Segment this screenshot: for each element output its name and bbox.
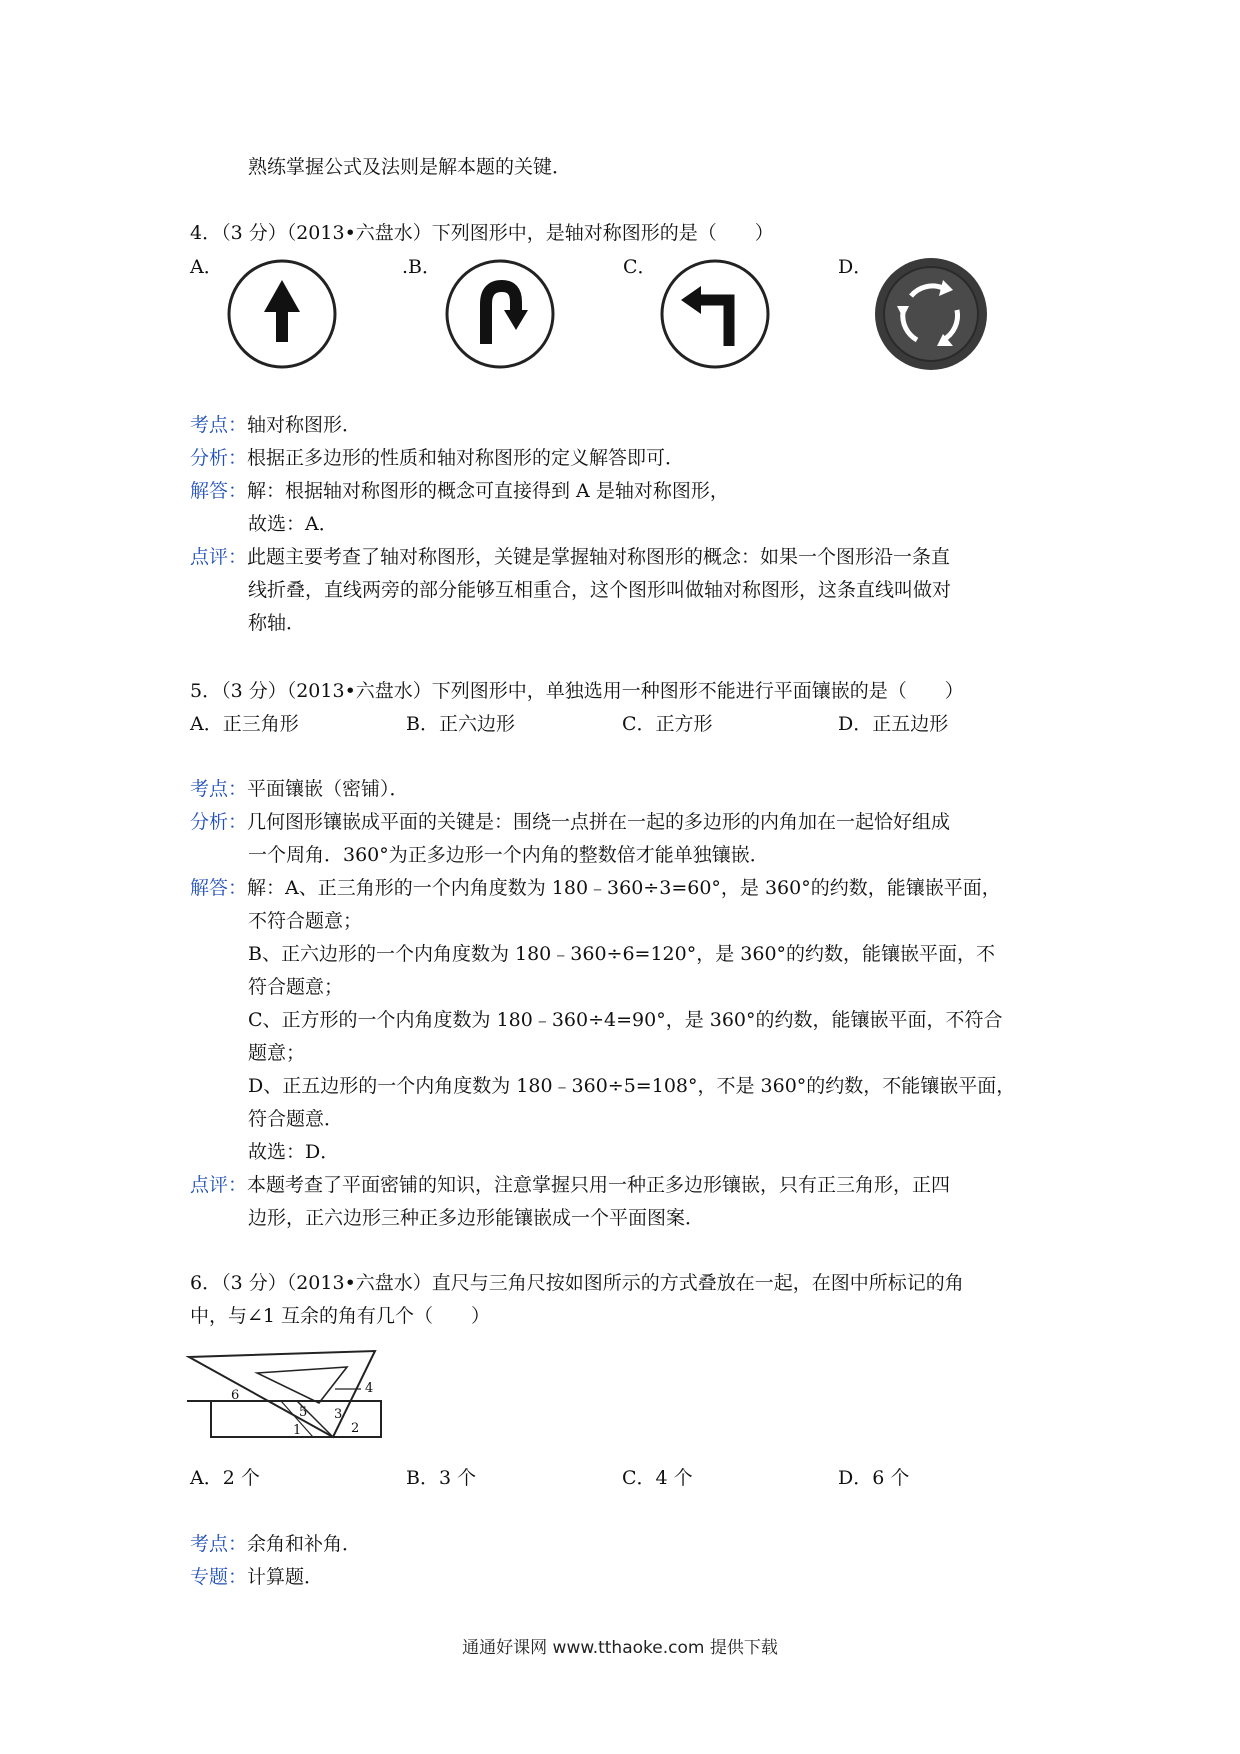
q5-option-a: A．正三角形 [190, 713, 299, 735]
q6-option-a: A．2 个 [190, 1467, 260, 1489]
page-footer: 通通好课网 www.tthaoke.com 提供下载 [462, 1638, 778, 1658]
q6-option-b: B．3 个 [406, 1467, 477, 1489]
q5-option-b: B．正六边形 [406, 713, 515, 735]
q4-kaodian [190, 410, 361, 440]
straight-arrow-icon [226, 258, 338, 370]
q5-dianping [190, 1170, 950, 1200]
q6-zhuanti-text: 计算题． [247, 1566, 324, 1588]
q6-stem-line-2: 中，与∠1 互余的角有几个（ ） [190, 1305, 491, 1327]
q5-option-d: D．正五边形 [838, 713, 949, 735]
left-turn-arrow-icon [659, 258, 771, 370]
q4-option-d-label: D． [838, 256, 873, 278]
q6-zhuanti [190, 1562, 323, 1592]
q5-dianping-label: 点评： [190, 1174, 248, 1196]
angle-label-3: 3 [334, 1407, 343, 1422]
q4-kaodian-text: 轴对称图形． [247, 414, 362, 436]
angle-label-5: 5 [299, 1405, 308, 1420]
q5-jieda-line-2: 不符合题意； [248, 910, 363, 932]
q5-jieda-line-6: 题意； [248, 1042, 306, 1064]
q6-option-d: D．6 个 [838, 1467, 910, 1489]
q5-dianping-line-1: 本题考查了平面密铺的知识，注意掌握只用一种正多边形镶嵌，只有正三角形，正四 [247, 1174, 951, 1196]
q6-stem-line-1: 6．（3 分）（2013•六盘水）直尺与三角尺按如图所示的方式叠放在一起，在图中所标记的角 [190, 1272, 964, 1294]
q5-jieda-line-1: 解：A、正三角形的一个内角度数为 180﹣360÷3=60°，是 360°的约数，能镶嵌平面， [247, 877, 1001, 899]
q4-dianping-line-1: 此题主要考查了轴对称图形，关键是掌握轴对称图形的概念：如果一个图形沿一条直 [247, 546, 951, 568]
angle-label-6: 6 [231, 1388, 240, 1403]
u-turn-arrow-icon [444, 258, 556, 370]
q4-stem: 4．（3 分）（2013•六盘水）下列图形中，是轴对称图形的是（ ） [190, 222, 774, 244]
q6-zhuanti-label: 专题： [190, 1566, 248, 1588]
q5-jieda-line-3: B、正六边形的一个内角度数为 180﹣360÷6=120°，是 360°的约数，能镶嵌平面，不 [248, 943, 996, 965]
q5-jieda-line-5: C、正方形的一个内角度数为 180﹣360÷4=90°，是 360°的约数，能镶嵌平面，不符合 [248, 1009, 1003, 1031]
q4-fenxi [190, 443, 684, 473]
q6-kaodian-text: 余角和补角． [247, 1533, 362, 1555]
q5-dianping-line-2: 边形，正六边形三种正多边形能镶嵌成一个平面图案． [248, 1207, 705, 1229]
q4-fenxi-text: 根据正多边形的性质和轴对称图形的定义解答即可． [247, 447, 685, 469]
q5-fenxi-line-2: 一个周角．360°为正多边形一个内角的整数倍才能单独镶嵌． [248, 844, 769, 866]
q4-jieda-line-2: 故选：A． [248, 513, 338, 535]
q5-jieda-line-9: 故选：D． [248, 1141, 340, 1163]
q4-dianping-line-3: 称轴． [248, 612, 306, 634]
ruler-triangle-figure [185, 1345, 395, 1445]
q4-dianping-label: 点评： [190, 546, 248, 568]
q4-option-b-label: .B． [402, 256, 442, 278]
angle-label-2: 2 [351, 1421, 360, 1436]
q5-jieda [190, 873, 1001, 903]
roundabout-icon [873, 256, 989, 372]
q5-kaodian [190, 774, 409, 804]
q5-jieda-line-4: 符合题意； [248, 976, 344, 998]
q5-kaodian-text: 平面镶嵌（密铺）． [247, 778, 409, 800]
q4-fenxi-label: 分析： [190, 447, 248, 469]
q5-fenxi-line-1: 几何图形镶嵌成平面的关键是：围绕一点拼在一起的多边形的内角加在一起恰好组成 [247, 811, 951, 833]
q5-fenxi-label: 分析： [190, 811, 248, 833]
q6-option-c: C．4 个 [622, 1467, 693, 1489]
q4-jieda-label: 解答： [190, 480, 248, 502]
angle-label-1: 1 [293, 1423, 302, 1438]
q4-option-a-label: A． [190, 256, 223, 278]
angle-label-4: 4 [365, 1381, 374, 1396]
q5-jieda-line-8: 符合题意． [248, 1108, 344, 1130]
q4-dianping [190, 542, 950, 572]
q5-stem: 5．（3 分）（2013•六盘水）下列图形中，单独选用一种图形不能进行平面镶嵌的是（ ） [190, 680, 964, 702]
intro-line: 熟练掌握公式及法则是解本题的关键． [248, 156, 572, 178]
q4-jieda [190, 476, 729, 506]
q6-kaodian-label: 考点： [190, 1533, 248, 1555]
q4-dianping-line-2: 线折叠，直线两旁的部分能够互相重合，这个图形叫做轴对称图形，这条直线叫做对 [248, 579, 952, 601]
q5-option-c: C．正方形 [622, 713, 713, 735]
q5-jieda-label: 解答： [190, 877, 248, 899]
q5-kaodian-label: 考点： [190, 778, 248, 800]
q5-jieda-line-7: D、正五边形的一个内角度数为 180﹣360÷5=108°，不是 360°的约数，不能镶嵌平面， [248, 1075, 1016, 1097]
q4-jieda-line-1: 解：根据轴对称图形的概念可直接得到 A 是轴对称图形， [247, 480, 729, 502]
q4-kaodian-label: 考点： [190, 414, 248, 436]
q4-option-c-label: C． [623, 256, 657, 278]
q5-fenxi [190, 807, 950, 837]
q6-kaodian [190, 1529, 361, 1559]
